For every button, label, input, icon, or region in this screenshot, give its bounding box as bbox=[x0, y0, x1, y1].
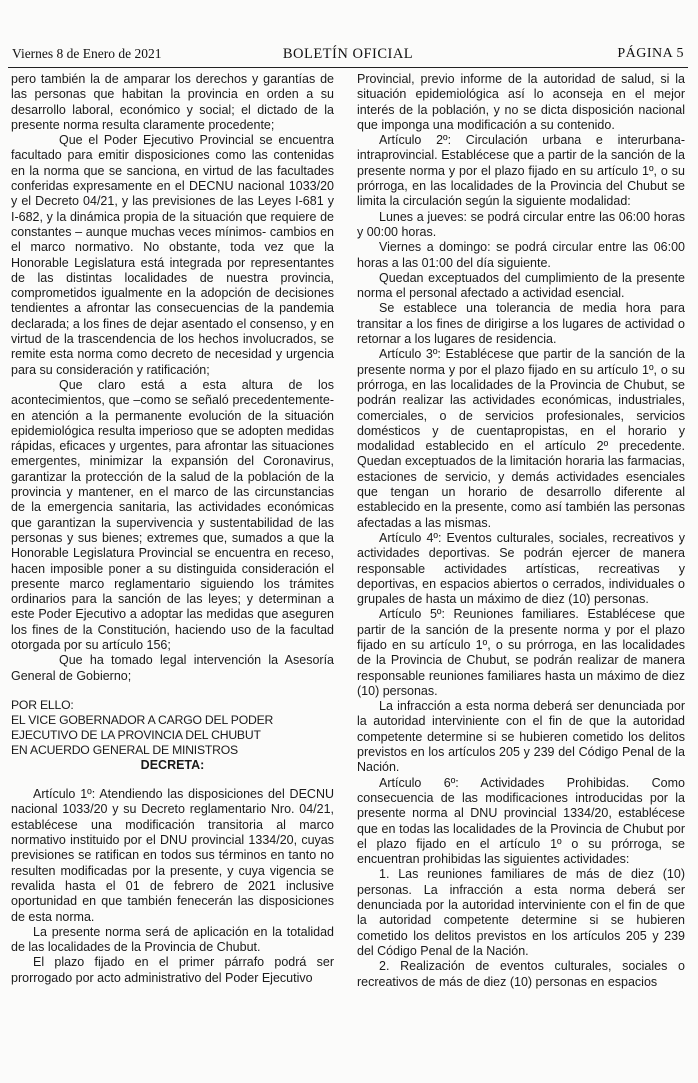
paragraph: Provincial, previo informe de la autoridad de salud, si la situación epidemiológica así lo aconseja en el mejor interés de la población, y no se dicta disposición nacional que imponga una modificación a su contenido. bbox=[357, 72, 685, 132]
header-title: BOLETÍN OFICIAL bbox=[282, 46, 414, 62]
paragraph: Viernes a domingo: se podrá circular entre las 06:00 horas a las 01:00 del día siguiente. bbox=[357, 240, 685, 270]
paragraph: Artículo 5º: Reuniones familiares. Establécese que partir de la sanción de la presente norma y por el plazo fijado en su artículo 1º, o su prórroga, en las localidades de la Provincia de Chubut, se podrán realizar de manera responsable reuniones familiares hasta un máximo de diez (10) personas. bbox=[357, 607, 685, 698]
paragraph: Artículo 3º: Establécese que partir de la sanción de la presente norma y por el plazo fijado en su artículo 1º, o su prórroga, en las localidades de la Provincia de Chubut, se podrán realizar las actividades económicas, industriales, comerciales, o de servicios profesionales, servicios domésticos y de cuentapropistas, en el horario y modalidad establecido en el artículo 2º precedente. Quedan exceptuados de la limitación horaria las farmacias, estaciones de servicio, y demás actividades esenciales que tengan un horario de desarrollo diferente al establecido en la presente, como así también las personas afectadas a las mismas. bbox=[357, 347, 685, 530]
right-column bbox=[357, 72, 685, 990]
paragraph: Lunes a jueves: se podrá circular entre las 06:00 horas y 00:00 horas. bbox=[357, 209, 685, 239]
spacer bbox=[11, 773, 334, 787]
paragraph: El plazo fijado en el primer párrafo podrá ser prorrogado por acto administrativo del Poder Ejecutivo bbox=[11, 955, 334, 985]
paragraph: pero también la de amparar los derechos y garantías de las personas que habitan la provincia en orden a su desarrollo laboral, económico y social; el dictado de la presente norma resulta claramente procedente; bbox=[11, 72, 334, 132]
paragraph: La presente norma será de aplicación en la totalidad de las localidades de la Provincia de Chubut. bbox=[11, 924, 334, 955]
por-ello-line: EN ACUERDO GENERAL DE MINISTROS bbox=[11, 742, 238, 757]
header-date: Viernes 8 de Enero de 2021 bbox=[12, 46, 162, 61]
left-column bbox=[11, 72, 334, 986]
paragraph: 2. Realización de eventos culturales, sociales o recreativos de más de diez (10) personas en espacios bbox=[357, 959, 685, 989]
por-ello-line: EJECUTIVO DE LA PROVINCIA DEL CHUBUT bbox=[11, 727, 261, 742]
paragraph: Que ha tomado legal intervención la Asesoría General de Gobierno; bbox=[11, 653, 334, 683]
por-ello-line: EL VICE GOBERNADOR A CARGO DEL PODER bbox=[11, 712, 274, 727]
por-ello-line: POR ELLO: bbox=[11, 697, 74, 712]
paragraph: Que claro está a esta altura de los acontecimientos, que –como se señaló precedentemente- en atención a la permanente evolución de la situación epidemiológica resulta imperioso que se adopten medidas rápidas, eficaces y urgentes, para afrontar las situaciones emergentes, minimizar la expansión del Coronavirus, garantizar la protección de la salud de la población de la provincia y mantener, en el marco de las circunstancias de la emergencia sanitaria, las actividades económicas que garantizan la supervivencia y sustentabilidad de las personas y sus bienes; extremes que, sumados a que la Honorable Legislatura Provincial se encuentra en receso, hacen imposible poner a su distinguida consideración el presente marco reglamentario siguiendo los trámites ordinarios para la sanción de las leyes; y determinan a este Poder Ejecutivo a adoptar las medidas que aseguren los fines de la Constitución, haciendo uso de la facultad otorgada por su artículo 156; bbox=[11, 377, 334, 652]
spacer bbox=[11, 684, 334, 698]
paragraph: Que el Poder Ejecutivo Provincial se encuentra facultado para emitir disposiciones como las contenidas en la norma que se sanciona, en virtud de las facultades conferidas expresamente en el DECNU nacional 1033/20 y el Decreto 04/21, y las previsiones de las Leyes I-681 y I-682, y la dinámica propia de la situación que requiere de constantes – aunque muchas veces mínimos- cambios en el marco normativo. No obstante, toda vez que la Honorable Legislatura está integrada por representantes de las distintas localidades de nuestra provincia, comprometidos igualmente en la adopción de decisiones tendientes a afrontar las consecuencias de la pandemia declarada; a los fines de dejar asentado el consenso, y en virtud de la trascendencia de los hechos involucrados, se remite esta norma como decreto de necesidad y urgencia para su consideración y ratificación; bbox=[11, 133, 334, 377]
page-header bbox=[12, 46, 684, 68]
decreta-heading: DECRETA: bbox=[140, 757, 205, 772]
paragraph: Se establece una tolerancia de media hora para transitar a los fines de dirigirse a los lugares de actividad o retornar a los lugares de residencia. bbox=[357, 301, 685, 347]
paragraph: Artículo 2º: Circulación urbana e interurbana-intraprovincial. Establécese que a partir de la sanción de la presente norma y por el plazo fijado en su artículo 1º, o su prórroga, en las localidades de la Provincia del Chubut se limita la circulación según la siguiente modalidad: bbox=[357, 133, 685, 209]
paragraph: Artículo 6º: Actividades Prohibidas. Como consecuencia de las modificaciones introducidas por la presente norma al DNU provincial 1334/20, establécese que en todas las localidades de la Provincia de Chubut por el plazo fijado en el artículo 1º o su prórroga, se encuentran prohibidas las siguientes actividades: bbox=[357, 775, 685, 867]
paragraph: Artículo 1º: Atendiendo las disposiciones del DECNU nacional 1033/20 y su Decreto reglamentario Nro. 04/21, establécese una modificación transitoria al marco normativo instituido por el DNU provincial 1334/20, cuyas previsiones se ratifican en todos sus términos en tanto no resulten modificadas por la presente, y cuya vigencia se revalida hasta el 01 de febrero de 2021 inclusive oportunidad en que también fenecerán las disposiciones de esta norma. bbox=[11, 787, 334, 924]
paragraph: 1. Las reuniones familiares de más de diez (10) personas. La infracción a esta norma deberá ser denunciada por la autoridad interviniente con el fin de que la autoridad competente determine si se hubieren cometido los delitos previstos en los artículos 205 y 239 del Código Penal de la Nación. bbox=[357, 867, 685, 958]
paragraph: Artículo 4º: Eventos culturales, sociales, recreativos y actividades deportivas. Se podrán ejercer de manera responsable actividades artísticas, recreativas y deportivas, en espacios abiertos o cerrados, individuales o grupales de hasta un máximo de diez (10) personas. bbox=[357, 530, 685, 607]
paragraph: Quedan exceptuados del cumplimiento de la presente norma el personal afectado a actividad esencial. bbox=[357, 270, 685, 301]
header-rule bbox=[8, 67, 688, 68]
header-page-number: PÁGINA 5 bbox=[617, 46, 684, 61]
paragraph: La infracción a esta norma deberá ser denunciada por la autoridad interviniente con el fin de que la autoridad competente determine si se hubieren cometido los delitos previstos en los artículos 205 y 239 del Código Penal de la Nación. bbox=[357, 699, 685, 775]
